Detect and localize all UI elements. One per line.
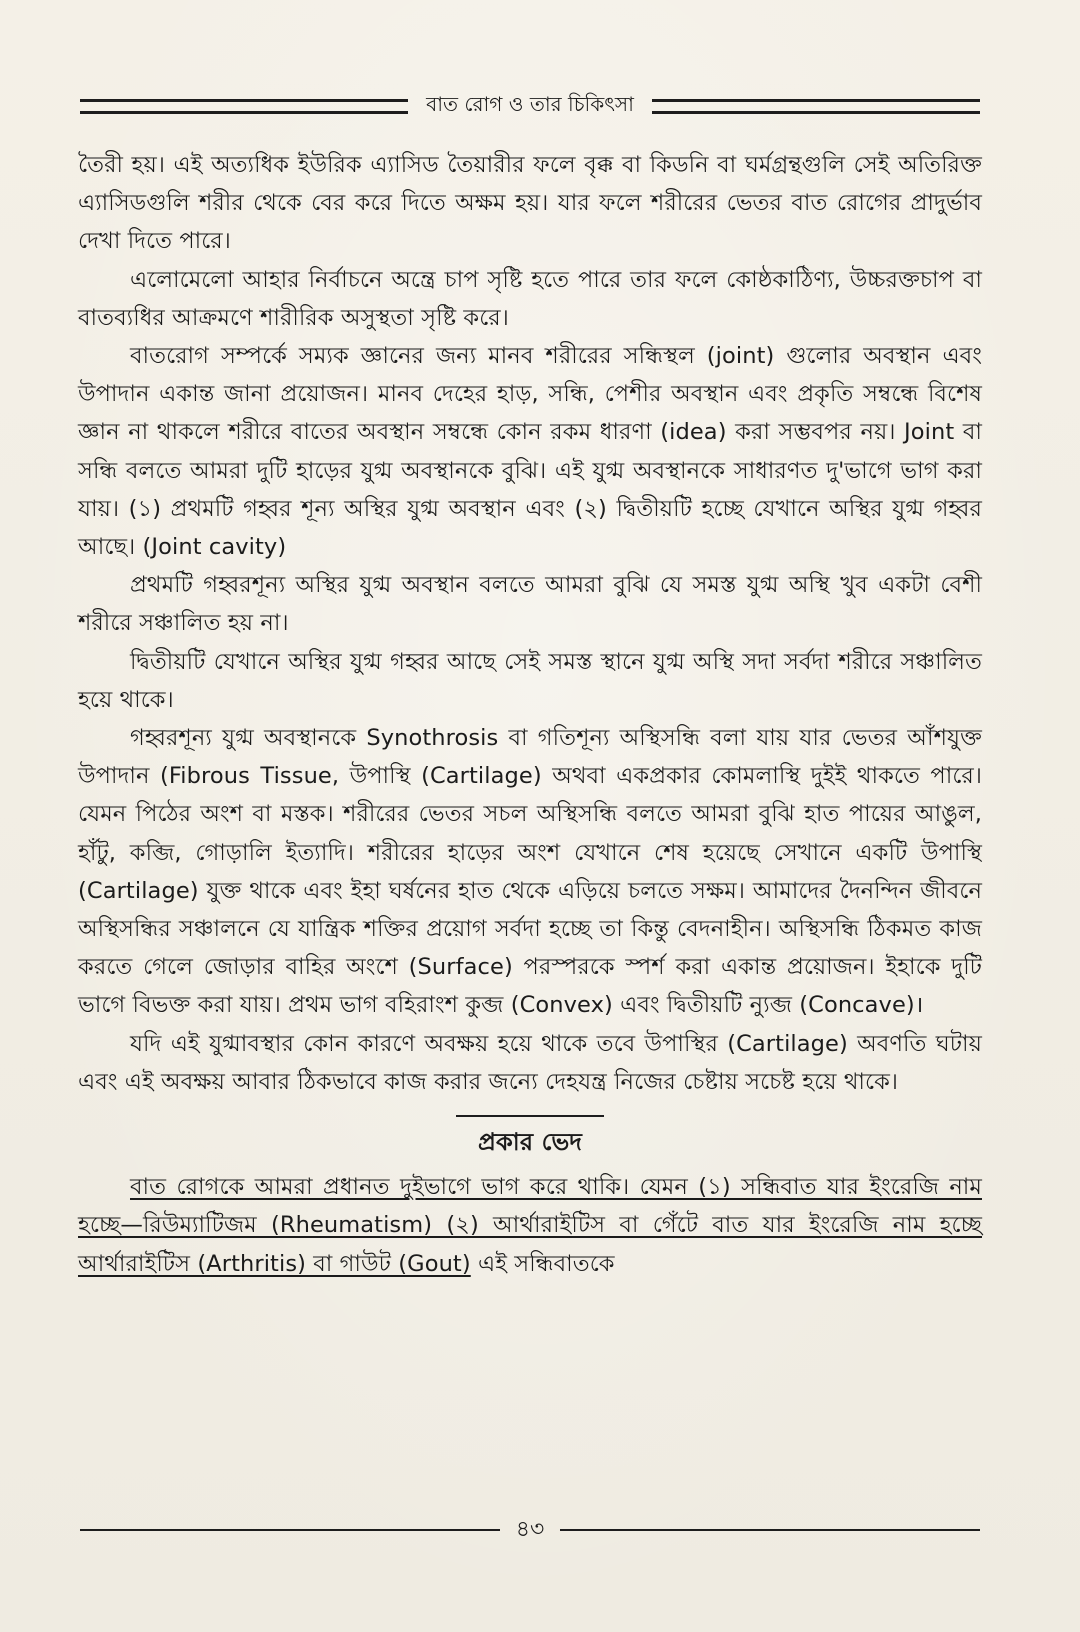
running-header [80, 88, 980, 124]
paragraph-8 [78, 1168, 982, 1283]
paragraph-4: প্রথমটি গহ্বরশূন্য অস্থির যুগ্ম অবস্থান বলতে আমরা বুঝি যে সমস্ত যুগ্ম অস্থি খুব একটা বেশী শরীরে সঞ্চালিত হয় না। [78, 572, 982, 637]
paragraph-8-underlined: বাত রোগকে আমরা প্রধানত দুইভাগে ভাগ করে থাকি। যেমন (১) সন্ধিবাত যার ইংরেজি নাম হচ্ছে—রিউম্যাটিজম (Rheumatism) (২) আর্থারাইটিস বা গেঁটে বাত যার ইংরেজি নাম হচ্ছে আর্থারাইটিস (Arthritis) বা গাউট (Gout) [78, 1174, 982, 1277]
page-number: ৪৩ [515, 1516, 545, 1542]
paragraph-7: যদি এই যুগ্মাবস্থার কোন কারণে অবক্ষয় হয়ে থাকে তবে উপাস্থির (Cartilage) অবণতি ঘটায় এবং এই অবক্ষয় আবার ঠিকভাবে কাজ করার জন্যে দেহযন্ত্র নিজের চেষ্টায় সচেষ্ট হয়ে থাকে। [78, 1030, 982, 1095]
footer-rule-right [560, 1529, 980, 1531]
paragraph-3: বাতরোগ সম্পর্কে সম্যক জ্ঞানের জন্য মানব শরীরের সন্ধিস্থল (joint) গুলোর অবস্থান এবং উপাদান একান্ত জানা প্রয়োজন। মানব দেহের হাড়, সন্ধি, পেশীর অবস্থান এবং প্রকৃতি সম্বন্ধে বিশেষ জ্ঞান না থাকলে শরীরে বাতের অবস্থান সম্বন্ধে কোন রকম ধারণা (idea) করা সম্ভবপর নয়। Joint বা সন্ধি বলতে আমরা দুটি হাড়ের যুগ্ম অবস্থানকে বুঝি। এই যুগ্ম অবস্থানকে সাধারণত দু'ভাগে ভাগ করা যায়। (১) প্রথমটি গহ্বর শূন্য অস্থির যুগ্ম অবস্থান এবং (২) দ্বিতীয়টি হচ্ছে যেখানে অস্থির যুগ্ম গহ্বর আছে। (Joint cavity) [78, 343, 983, 561]
footer-rule-left [80, 1529, 500, 1531]
header-rule-left [80, 99, 408, 114]
header-rule-right [652, 99, 980, 114]
section-heading-text: প্রকার ভেদ [456, 1115, 604, 1161]
paragraph-2: এলোমেলো আহার নির্বাচনে অন্ত্রে চাপ সৃষ্টি হতে পারে তার ফলে কোষ্ঠকাঠিণ্য, উচ্চরক্তচাপ বা বাতব্যধির আক্রমণে শারীরিক অসুস্থতা সৃষ্টি করে। [78, 266, 982, 331]
paragraph-5: দ্বিতীয়টি যেখানে অস্থির যুগ্ম গহ্বর আছে সেই সমস্ত স্থানে যুগ্ম অস্থি সদা সর্বদা শরীরে সঞ্চালিত হয়ে থাকে। [78, 648, 982, 713]
running-title: বাত রোগ ও তার চিকিৎসা [426, 91, 634, 116]
paragraph-6: গহ্বরশূন্য যুগ্ম অবস্থানকে Synothrosis বা গতিশূন্য অস্থিসন্ধি বলা যায় যার ভেতর আঁশযুক্ত উপাদান (Fibrous Tissue, উপাস্থি (Cartilage) অথবা একপ্রকার কোমলাস্থি দুইই থাকতে পারে। যেমন পিঠের অংশ বা মস্তক। শরীরের ভেতর সচল অস্থিসন্ধি বলতে আমরা বুঝি হাত পায়ের আঙুল, হাঁটু, কব্জি, গোড়ালি ইত্যাদি। শরীরের হাড়ের অংশ যেখানে শেষ হয়েছে সেখানে একটি উপাস্থি (Cartilage) যুক্ত থাকে এবং ইহা ঘর্ষনের হাত থেকে এড়িয়ে চলতে সক্ষম। আমাদের দৈনন্দিন জীবনে অস্থিসন্ধির সঞ্চালনে যে যান্ত্রিক শক্তির প্রয়োগ সর্বদা হচ্ছে তা কিন্তু বেদনাহীন। অস্থিসন্ধি ঠিকমত কাজ করতে গেলে জোড়ার বাহির অংশে (Surface) পরস্পরকে স্পর্শ করা একান্ত প্রয়োজন। ইহাকে দুটি ভাগে বিভক্ত করা যায়। প্রথম ভাগ বহিরাংশ কুব্জ (Convex) এবং দ্বিতীয়টি ন্যুব্জ (Concave)। [78, 725, 982, 1019]
page-body [78, 146, 982, 1283]
paragraph-8-tail: এই সন্ধিবাতকে [470, 1250, 615, 1277]
paragraph-1: তৈরী হয়। এই অত্যধিক ইউরিক এ্যাসিড তৈয়ারীর ফলে বৃক্ক বা কিডনি বা ঘর্মগ্রন্থগুলি সেই অতিরিক্ত এ্যাসিডগুলি শরীর থেকে বের করে দিতে অক্ষম হয়। যার ফলে শরীরের ভেতর বাত রোগের প্রাদুর্ভাব দেখা দিতে পারে। [78, 152, 982, 255]
page-footer [80, 1518, 980, 1542]
section-heading [78, 1115, 982, 1162]
